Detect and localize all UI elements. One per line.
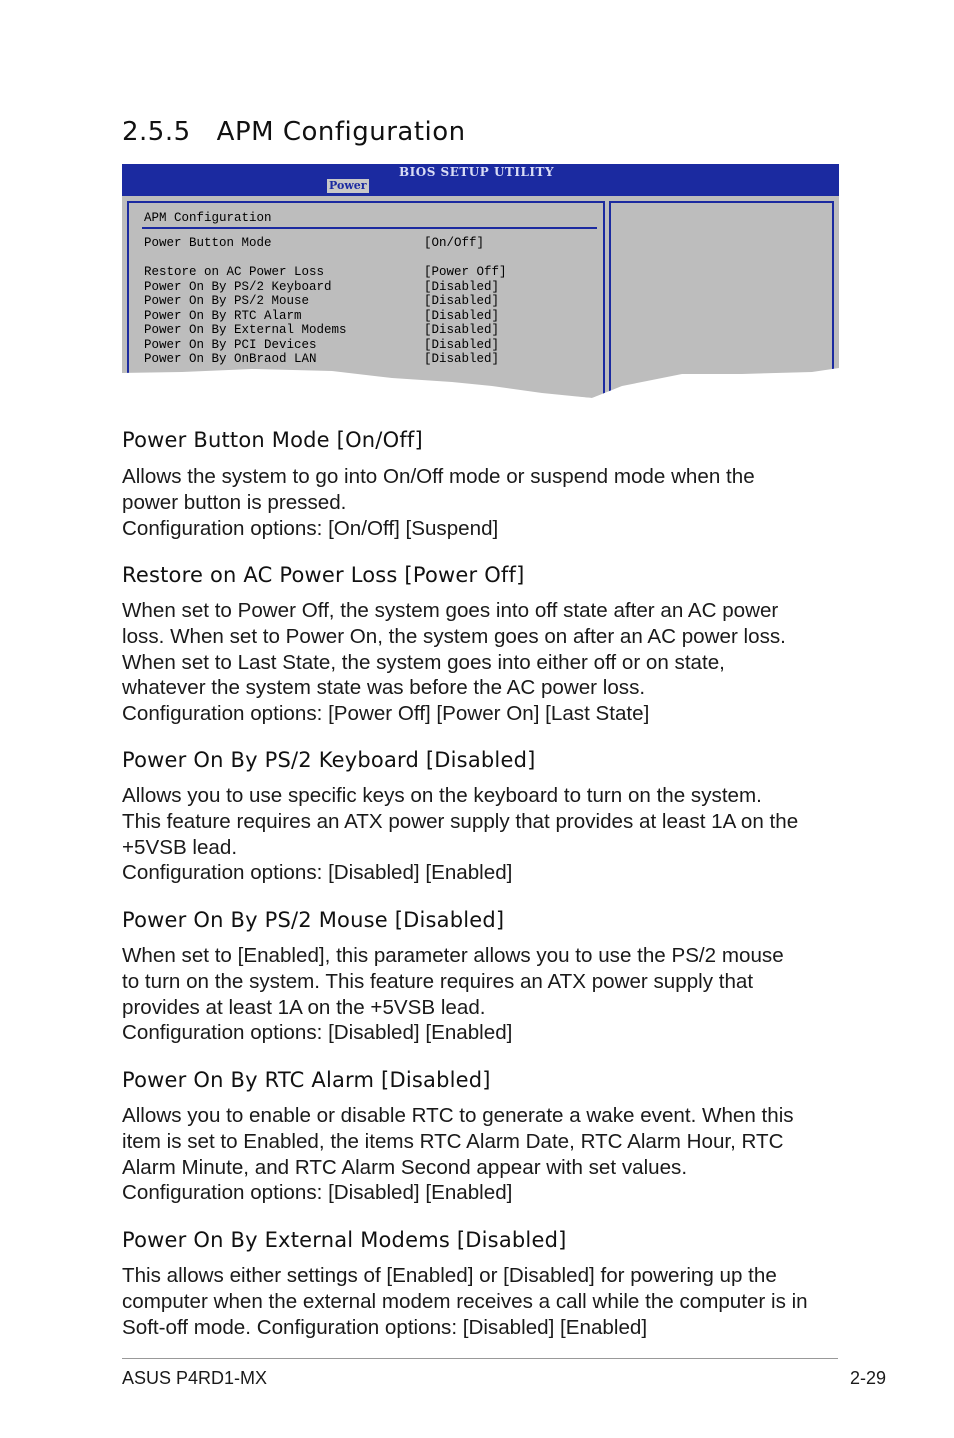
bios-row-power-button-mode [144,236,584,251]
desc-rtc-alarm [122,1103,838,1206]
heading-power-button-mode: Power Button Mode [On/Off] [122,428,423,452]
bios-row-label: Power On By OnBraod LAN [144,352,317,366]
bios-settings-panel [127,201,605,398]
desc-power-button-mode [122,464,838,541]
bios-row-value: [Disabled] [424,337,500,352]
bios-row-value: [Disabled] [424,323,500,337]
desc-external-modems [122,1263,838,1340]
bios-divider [142,227,597,229]
bios-help-panel [609,201,834,398]
text-line: Configuration options: [Disabled] [Enabled] [122,1021,513,1045]
text-line: Allows you to use specific keys on the keyboard to turn on the system. [122,784,762,807]
text-line: This feature requires an ATX power supply that provides at least 1A on the [122,809,799,833]
text-line: When set to Last State, the system goes into either off or on state, [122,650,725,674]
footer-page-number: 2-29 [849,1368,886,1388]
text-line: Allows you to enable or disable RTC to generate a wake event. When this [122,1104,794,1127]
text-line: This allows either settings of [Enabled] or [Disabled] for powering up the [122,1264,777,1287]
text-line: When set to [Enabled], this parameter allows you to use the PS/2 mouse [122,944,784,967]
bios-row-onboard-lan [144,352,584,367]
heading-restore-ac-power-loss: Restore on AC Power Loss [Power Off] [122,563,525,587]
text-line: When set to Power Off, the system goes into off state after an AC power [122,599,779,622]
section-title-text: APM Configuration [216,117,466,147]
desc-ps2-keyboard [122,783,838,886]
text-line: Configuration options: [On/Off] [Suspend] [122,516,499,540]
bios-tab-power: Power [329,179,367,192]
bios-row-label: Power On By External Modems [144,323,347,337]
text-line: item is set to Enabled, the items RTC Alarm Date, RTC Alarm Hour, RTC [122,1129,784,1153]
desc-restore-ac-power-loss [122,598,838,727]
text-line: to turn on the system. This feature requires an ATX power supply that [122,969,754,993]
bios-row-value: [Disabled] [424,352,500,366]
bios-utility-title: BIOS SETUP UTILITY [399,165,555,179]
text-line: power button is pressed. [122,490,347,514]
text-line: Configuration options: [Power Off] [Power On] [Last State] [122,702,650,726]
bios-row-label: Power On By PCI Devices [144,337,317,352]
bios-row-label: Power On By RTC Alarm [144,308,302,323]
bios-row-label: Power On By PS/2 Keyboard [144,279,332,294]
bios-row-label: Power Button Mode [144,236,272,250]
bios-row-value: [On/Off] [424,236,485,250]
footer-product-name: ASUS P4RD1-MX [122,1368,268,1388]
text-line: Soft-off mode. Configuration options: [Disabled] [Enabled] [122,1315,648,1339]
text-line: computer when the external modem receives a call while the computer is in [122,1289,808,1313]
text-line: Allows the system to go into On/Off mode or suspend mode when the [122,465,755,488]
bios-row-ps2-keyboard [144,280,584,295]
text-line: loss. When set to Power On, the system goes on after an AC power loss. [122,624,786,648]
heading-ps2-keyboard: Power On By PS/2 Keyboard [Disabled] [122,748,536,772]
bios-row-label: Power On By PS/2 Mouse [144,294,310,308]
heading-external-modems: Power On By External Modems [Disabled] [122,1228,567,1252]
text-line: +5VSB lead. [122,835,238,859]
footer-divider [122,1358,838,1359]
bios-row-ps2-mouse [144,294,584,309]
text-line: Alarm Minute, and RTC Alarm Second appear with set values. [122,1155,688,1179]
text-line: Configuration options: [Disabled] [Enabled] [122,1181,513,1205]
text-line: provides at least 1A on the +5VSB lead. [122,995,486,1019]
heading-ps2-mouse: Power On By PS/2 Mouse [Disabled] [122,908,505,932]
bios-panel-heading: APM Configuration [144,211,272,225]
bios-screenshot [122,164,839,398]
bios-title-bar [122,164,839,196]
text-line: Configuration options: [Disabled] [Enabled] [122,861,513,885]
bios-row-value: [Disabled] [424,279,500,294]
bios-row-restore-ac [144,265,584,280]
bios-row-label: Restore on AC Power Loss [144,265,325,279]
bios-row-value: [Disabled] [424,294,500,308]
text-line: whatever the system state was before the AC power loss. [122,676,646,700]
bios-row-rtc-alarm [144,309,584,324]
section-number: 2.5.5 [122,117,191,147]
heading-rtc-alarm: Power On By RTC Alarm [Disabled] [122,1068,491,1092]
section-title [122,117,466,147]
bios-row-value: [Power Off] [424,265,507,279]
bios-row-pci-devices [144,338,584,353]
desc-ps2-mouse [122,943,838,1046]
bios-row-external-modems [144,323,584,338]
bios-row-value: [Disabled] [424,308,500,323]
